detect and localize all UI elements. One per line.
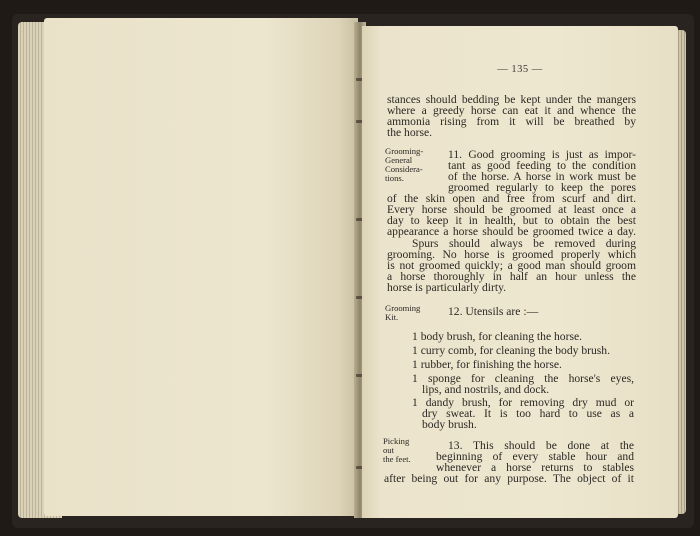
list-item-continuation: dry sweat. It is too hard to use as a <box>422 407 634 420</box>
list-item: 1 curry comb, for cleaning the body brush. <box>412 344 611 357</box>
list-item-continuation: body brush. <box>422 418 477 431</box>
text-line: the horse. <box>387 126 433 139</box>
text-line: tant as good feeding to the condition <box>448 159 636 172</box>
text-line: Spurs should always be removed during <box>412 237 636 250</box>
text-line: is not groomed quickly; a good man should groom <box>387 259 636 272</box>
text-line: of the skin open and free from scurf and dirt. <box>387 192 636 205</box>
margin-note-grooming-kit: Grooming Kit. <box>385 303 421 322</box>
margin-note-picking-out: Picking out the feet. <box>383 436 411 464</box>
text-line: ammonia rising from it will be breathed by <box>387 115 636 128</box>
text-line: of the horse. A horse in work must be <box>448 170 636 183</box>
list-item-continuation: lips, and nostrils, and dock. <box>422 383 550 396</box>
page-number: — 135 — <box>497 64 543 75</box>
section-heading: 12. Utensils are :— <box>448 305 539 318</box>
text-line: 11. Good grooming is just as impor- <box>448 148 636 161</box>
text-line: stances should bedding be kept under the mangers <box>387 93 636 106</box>
text-line: day to keep it in health, but to obtain the best <box>387 214 636 227</box>
left-page-blank <box>44 18 358 516</box>
text-line: after being out for any purpose. The object of it <box>384 472 634 485</box>
margin-note-grooming-general: Grooming- General Considera- tions. <box>385 146 424 183</box>
list-item: 1 body brush, for cleaning the horse. <box>412 330 583 343</box>
list-item: 1 sponge for cleaning the horse's eyes, <box>412 372 634 385</box>
text-line: appearance a horse should be groomed twice a day. <box>387 225 636 238</box>
text-line: a horse thoroughly in half an hour unless the <box>387 270 636 283</box>
right-page <box>362 26 678 518</box>
text-line: groomed regularly to keep the pores <box>448 181 636 194</box>
text-line: where a greedy horse can eat it and whence the <box>387 104 636 117</box>
text-line: grooming. No horse is groomed properly which <box>387 248 636 261</box>
list-item: 1 rubber, for finishing the horse. <box>412 358 562 371</box>
text-line: 13. This should be done at the <box>448 439 634 452</box>
text-line: whenever a horse returns to stables <box>436 461 634 474</box>
text-line: horse is particularly dirty. <box>387 281 507 294</box>
list-item: 1 dandy brush, for removing dry mud or <box>412 396 634 409</box>
text-line: Every horse should be groomed at least once a <box>387 203 636 216</box>
text-line: beginning of every stable hour and <box>436 450 634 463</box>
